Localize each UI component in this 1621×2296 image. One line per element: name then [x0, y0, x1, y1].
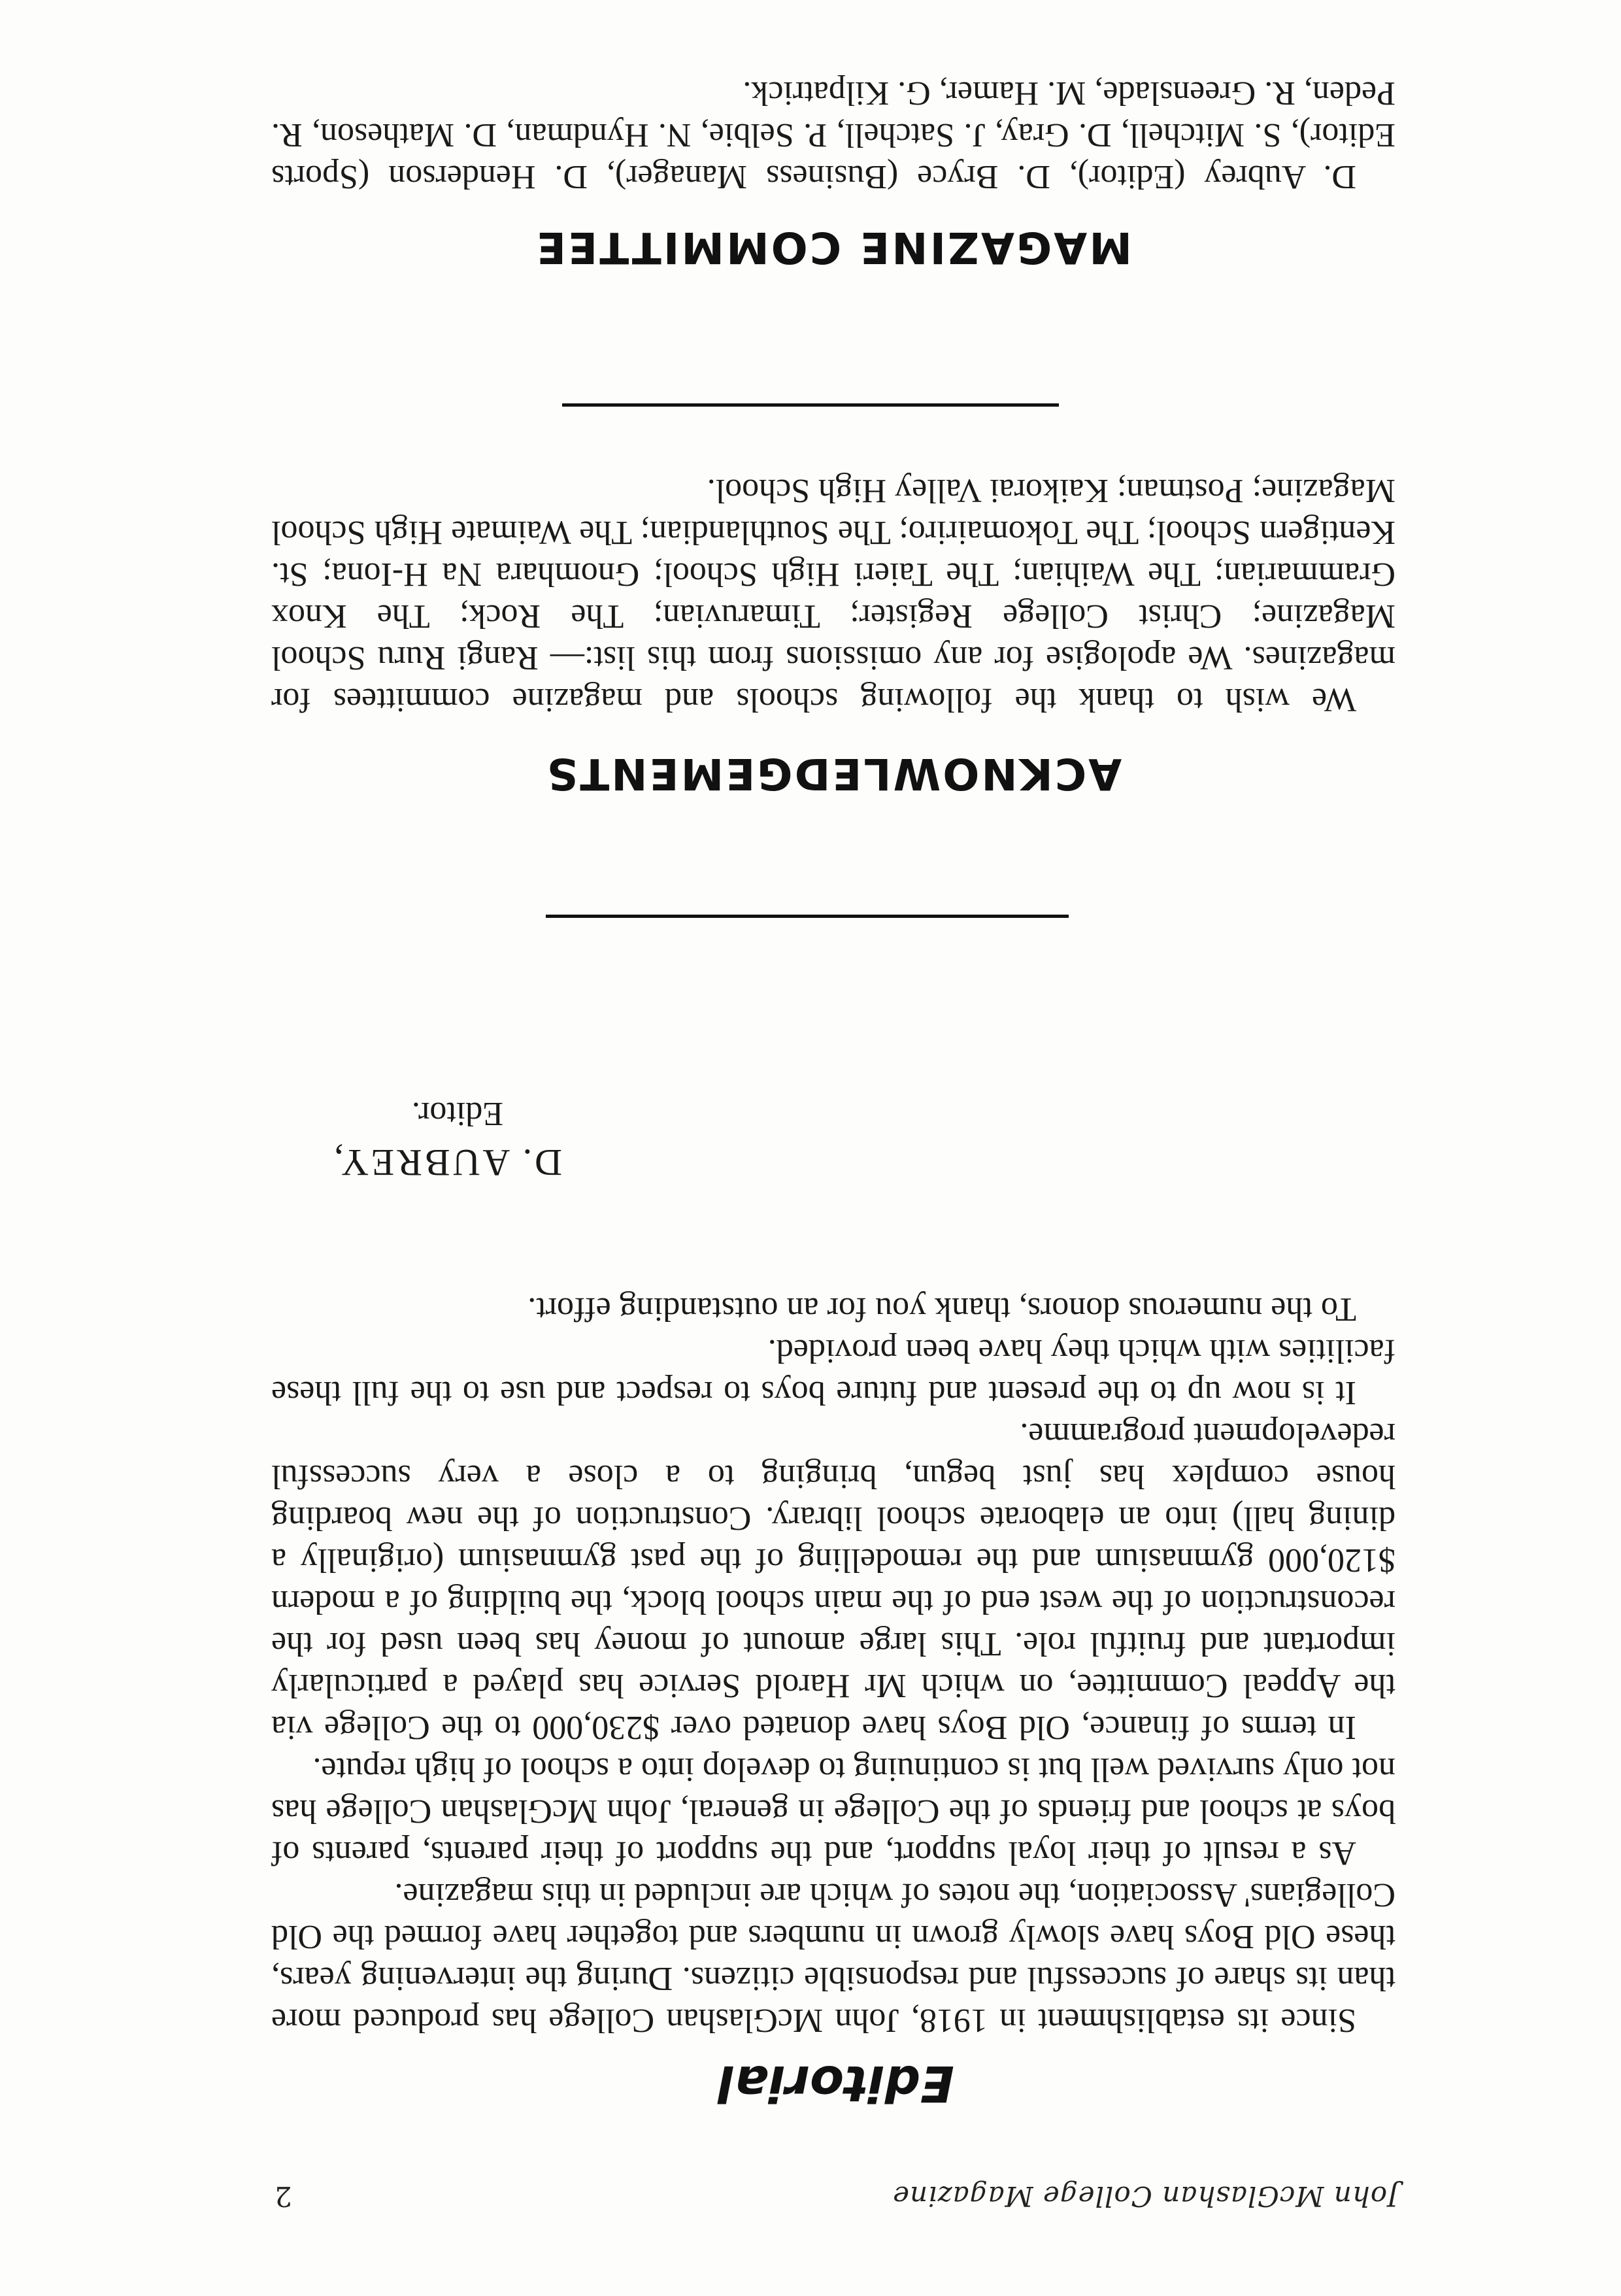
editorial-paragraph: Since its establishment in 1918, John McGlashan College has produced more than its share of successful and responsible citizens. During the intervening years, these Old Boys have slowly grown in numbers and together have formed the Old Collegians' Association, the notes of which are included in this magazine.	[271, 1876, 1395, 2039]
committee-body	[271, 72, 1395, 197]
page-number: 2	[275, 2180, 292, 2212]
editorial-signature	[331, 1094, 562, 1185]
editorial-paragraph: To the numerous donors, thank you for an outstanding effort.	[527, 1291, 1356, 1328]
committee-text: D. Aubrey (Editor), D. Bryce (Business Manager), D. Henderson (Sports Editor), S. Mitchell, D. Gray, J. Satchell, P. Selbie, N. Hyndman, D. Matheson, R. Peden, R. Greenslade, M. Hamer, G. Kilpatrick.	[271, 75, 1395, 195]
acknowledgements-heading: ACKNOWLEDGEMENTS	[544, 749, 1122, 799]
section-divider	[546, 915, 1069, 918]
signature-name: D. AUBREY,	[331, 1141, 562, 1184]
editorial-paragraph: In terms of finance, Old Boys have donated over $230,000 to the College via the Appeal Committee, on which Mr Harold Service has played a particularly important and fruitful role. This large amount of money has been used for the reconstruction of the west end of the main school block, the building of a modern $120,000 gymnasium and the remodelling of the past gymnasium (originally a dining hall) into an elaborate school library. Construction of the new boarding house complex has just begun, bringing to a close a very successful redevelopment programme.	[271, 1416, 1395, 1746]
editorial-body	[271, 1288, 1395, 2041]
section-divider	[562, 403, 1059, 407]
committee-heading: MAGAZINE COMMITTEE	[535, 222, 1132, 273]
editorial-paragraph: It is now up to the present and future boys to respect and use to the full these facilities with which they have been provided.	[271, 1332, 1395, 1411]
signature-role: Editor.	[411, 1095, 503, 1132]
magazine-title: John McGlashan College Magazine	[892, 2180, 1399, 2212]
editorial-heading: Editorial	[718, 2055, 954, 2113]
running-head	[275, 2180, 1399, 2212]
acknowledgements-text: We wish to thank the following schools and magazine committees for magazines. We apologise for any omissions from this list:— Rangi Ruru School Magazine; Christ College Register; Timaruvian; The Rock; The Knox Grammarian; The Waihian; The Taieri High School; Gnomhara Na H-Iona; St. Kentigern School; The Tokomairiro; The Southlandian; The Waimate High School Magazine; Postman; Kaikorai Valley High School.	[271, 472, 1395, 718]
editorial-paragraph: As a result of their loyal support, and the support of their parents, parents of boys at school and friends of the College in general, John McGlashan College has not only survived well but is continuing to develop into a school of high repute.	[271, 1751, 1395, 1872]
acknowledgements-body	[271, 469, 1395, 720]
